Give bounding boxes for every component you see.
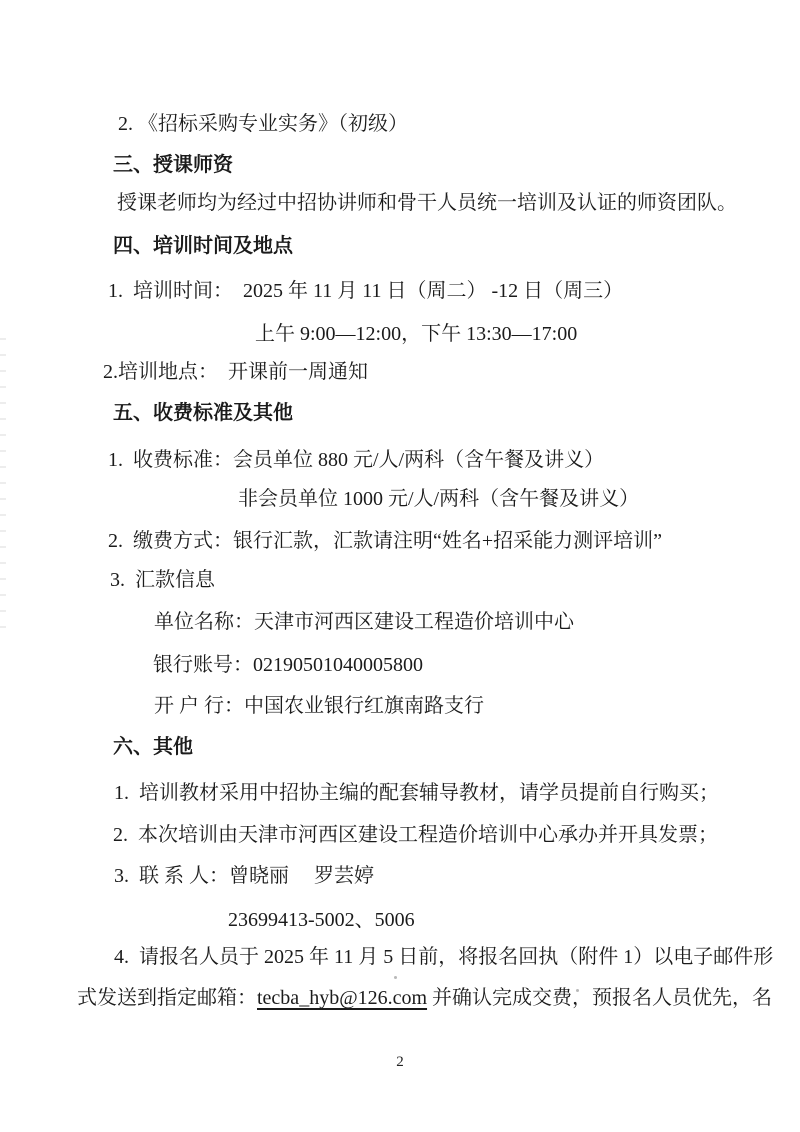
contact-phone-numbers: 23699413-5002、5006 (228, 909, 415, 931)
fee-nonmember-line: 非会员单位 1000 元/人/两科（含午餐及讲义） (238, 488, 640, 510)
registration-email-suffix: 并确认完成交费，预报名人员优先，名 (427, 987, 773, 1009)
scan-speck (576, 989, 579, 992)
course-item-2: 2. 《招标采购专业实务》（初级） (118, 113, 408, 135)
training-time-item: 1. 培训时间： 2025 年 11 月 11 日（周二） -12 日（周三） (108, 280, 624, 302)
scan-speck (394, 976, 397, 979)
training-time-hours: 上午 9:00—12:00，下午 13:30—17:00 (255, 323, 578, 345)
payment-method-item: 2. 缴费方式：银行汇款，汇款请注明“姓名+招采能力测评培训” (108, 530, 663, 552)
others-item-contacts: 3. 联 系 人：曾晓丽 罗芸婷 (114, 865, 374, 887)
others-item-invoice: 2. 本次培训由天津市河西区建设工程造价培训中心承办并开具发票； (113, 824, 718, 846)
training-location-item: 2.培训地点： 开课前一周通知 (103, 361, 368, 383)
others-item-materials: 1. 培训教材采用中招协主编的配套辅导教材，请学员提前自行购买； (114, 782, 719, 804)
registration-email-prefix: 式发送到指定邮箱： (77, 987, 257, 1009)
email-address: tecba_hyb@126.com (257, 987, 428, 1009)
section-heading-others: 六、其他 (113, 736, 193, 758)
remittance-bank-account: 银行账号：02190501040005800 (153, 654, 423, 676)
scan-artifact-left-edge (0, 338, 6, 628)
section-heading-time-location: 四、培训时间及地点 (113, 235, 293, 257)
registration-continuation-line (77, 984, 772, 1012)
remittance-info-item: 3. 汇款信息 (110, 569, 215, 591)
section-heading-teachers: 三、授课师资 (113, 154, 233, 176)
fee-member-item: 1. 收费标准：会员单位 880 元/人/两科（含午餐及讲义） (108, 449, 605, 471)
section-heading-fees: 五、收费标准及其他 (113, 402, 293, 424)
remittance-bank-branch: 开 户 行：中国农业银行红旗南路支行 (154, 695, 484, 717)
remittance-company-name: 单位名称：天津市河西区建设工程造价培训中心 (154, 611, 574, 633)
others-item-registration: 4. 请报名人员于 2025 年 11 月 5 日前，将报名回执（附件 1）以电子邮件形 (114, 946, 774, 968)
page-number: 2 (396, 1054, 404, 1070)
teachers-description: 授课老师均为经过中招协讲师和骨干人员统一培训及认证的师资团队。 (117, 192, 737, 214)
